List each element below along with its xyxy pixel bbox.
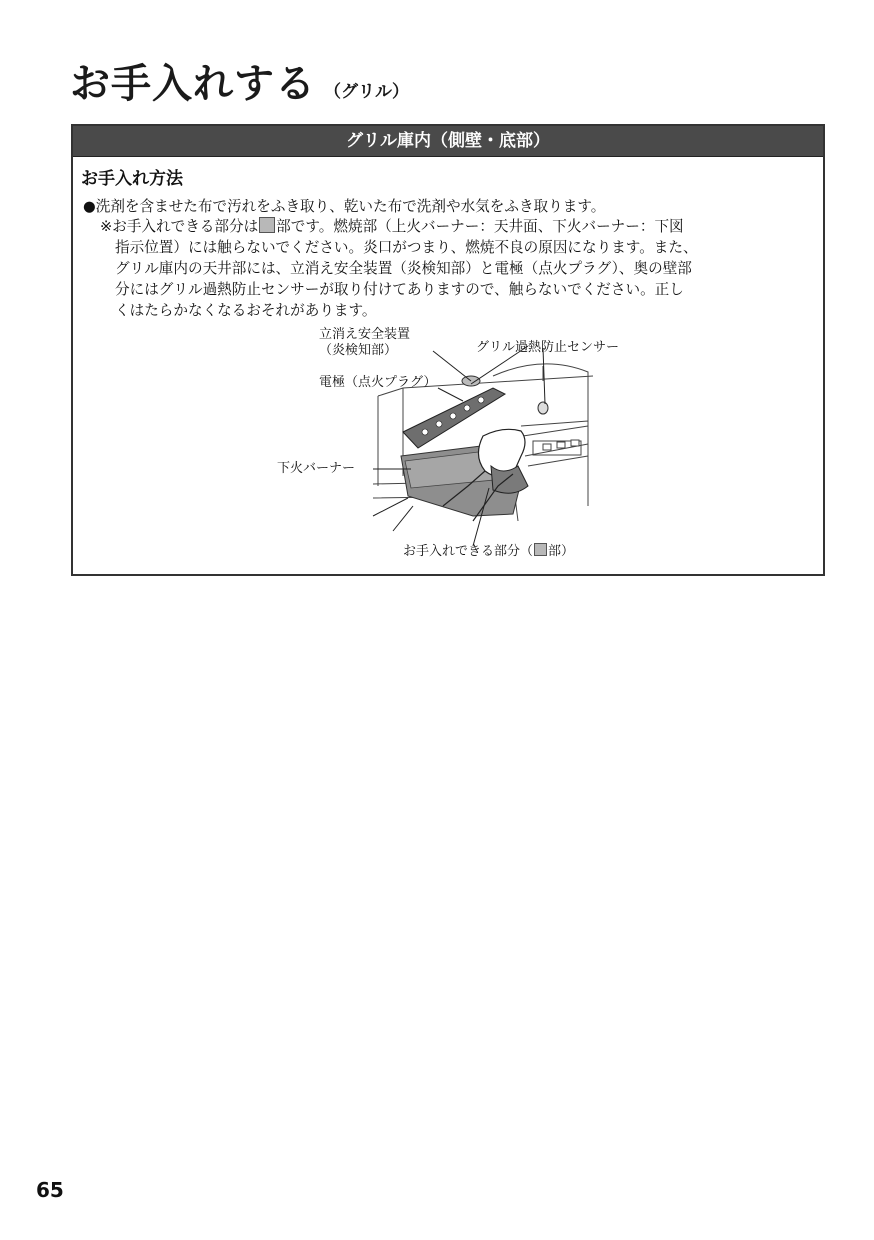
label-overheat-sensor: グリル過熱防止センサー: [476, 340, 620, 355]
grill-illustration: [73, 126, 823, 574]
section-header: グリル庫内（側壁・底部）: [73, 126, 823, 157]
page-number: 65: [36, 1178, 64, 1202]
label-cleanable-prefix: お手入れできる部分（: [403, 544, 534, 559]
grill-cleaning-section: [71, 124, 825, 576]
note-line1-suffix: 部です。燃焼部（上火バーナー：天井面、下火バーナー：下図: [276, 218, 684, 235]
note-line-2: 指示位置）には触らないでください。炎口がつまり、燃焼不良の原因になります。また、: [115, 239, 698, 256]
label-safety-device: [319, 327, 410, 359]
label-safety-device-line1: 立消え安全装置: [319, 327, 411, 342]
label-lower-burner: 下火バーナー: [277, 461, 356, 476]
instruction-bullet: ●洗剤を含ませた布で汚れをふき取り、乾いた布で洗剤や水気をふき取ります。: [83, 198, 606, 215]
note-line-5: くはたらかなくなるおそれがあります。: [115, 302, 377, 319]
label-cleanable-suffix: 部）: [548, 544, 575, 559]
note-line-3: グリル庫内の天井部には、立消え安全装置（炎検知部）と電極（点火プラグ）、奥の壁部: [115, 260, 692, 277]
shaded-area-legend-icon: [534, 543, 547, 556]
label-safety-device-line2: （炎検知部）: [319, 343, 398, 358]
label-cleanable-area: [403, 543, 574, 560]
page-title-main: お手入れする: [70, 61, 316, 107]
label-electrode: 電極（点火プラグ）: [319, 375, 437, 390]
section-heading: お手入れ方法: [81, 169, 183, 189]
page-title-sub: （グリル）: [324, 82, 409, 102]
note-prefix: ※お手入れできる部分は: [100, 218, 259, 235]
page-title: [70, 52, 409, 109]
note-line-4: 分にはグリル過熱防止センサーが取り付けてありますので、触らないでください。正し: [115, 281, 684, 298]
